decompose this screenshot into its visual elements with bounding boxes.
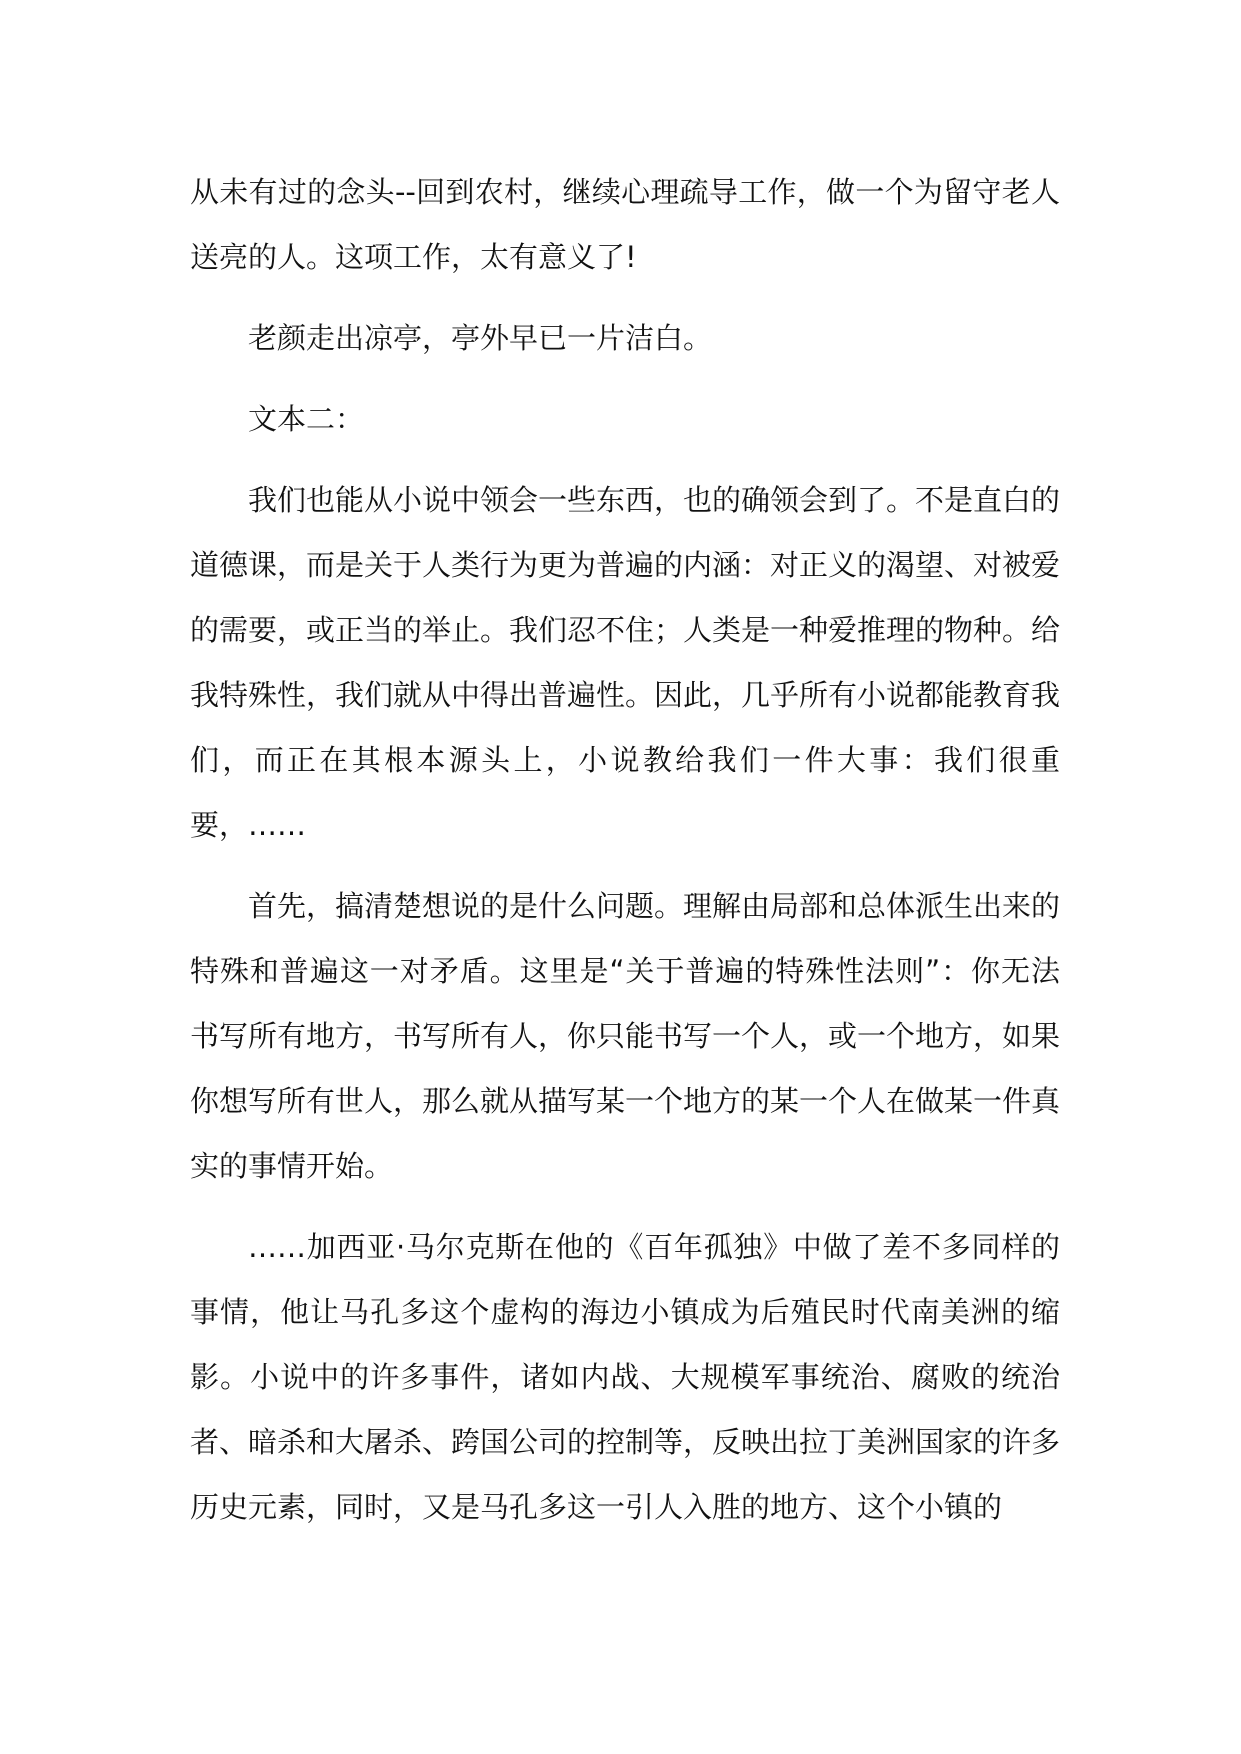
- paragraph-1: 从未有过的念头--回到农村，继续心理疏导工作，做一个为留守老人送亮的人。这项工作，太有意义了!: [190, 175, 1060, 274]
- paragraph-2: 老颜走出凉亭，亭外早已一片洁白。: [248, 321, 713, 355]
- body-text: [190, 160, 1060, 1556]
- paragraph-5: 首先，搞清楚想说的是什么问题。理解由局部和总体派生出来的特殊和普遍这一对矛盾。这里是“关于普遍的特殊性法则”：你无法书写所有地方，书写所有人，你只能书写一个人，或一个地方，如果你想写所有世人，那么就从描写某一个地方的某一个人在做某一件真实的事情开始。: [190, 889, 1061, 1183]
- paragraph-6: ……加西亚·马尔克斯在他的《百年孤独》中做了差不多同样的事情，他让马孔多这个虚构的海边小镇成为后殖民时代南美洲的缩影。小说中的许多事件，诸如内战、大规模军事统治、腐败的统治者、暗杀和大屠杀、跨国公司的控制等，反映出拉丁美洲国家的许多历史元素，同时，又是马孔多这一引人入胜的地方、这个小镇的: [190, 1230, 1061, 1524]
- paragraph-4: 我们也能从小说中领会一些东西，也的确领会到了。不是直白的道德课，而是关于人类行为更为普遍的内涵：对正义的渴望、对被爱的需要，或正当的举止。我们忍不住；人类是一种爱推理的物种。给我特殊性，我们就从中得出普遍性。因此，几乎所有小说都能教育我们，而正在其根本源头上，小说教给我们一件大事：我们很重要，……: [190, 483, 1061, 842]
- section-heading-text-two: 文本二：: [248, 402, 365, 436]
